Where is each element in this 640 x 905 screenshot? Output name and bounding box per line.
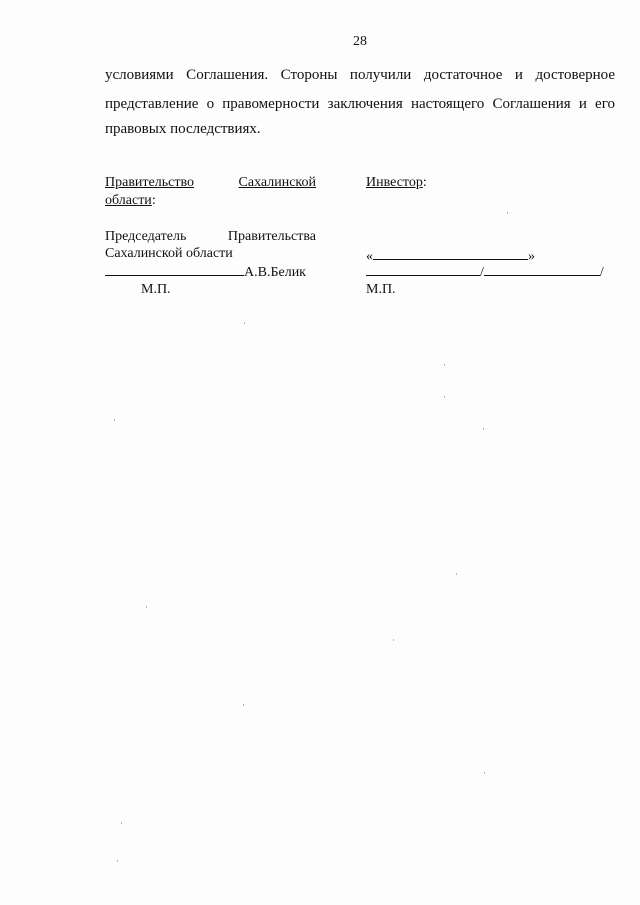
scan-speck <box>444 364 445 366</box>
right-party-title-text: Инвестор <box>366 175 423 190</box>
scan-speck <box>393 639 394 641</box>
scan-speck <box>456 573 457 575</box>
left-party-position-word1: Председатель <box>105 229 187 244</box>
left-party-position-line2: Сахалинской области <box>105 246 233 261</box>
left-party-position-word2: Правительства <box>227 229 316 244</box>
right-party-title-colon: : <box>422 175 427 190</box>
left-stamp-mark: М.П. <box>141 282 171 297</box>
signature-slash-1: / <box>480 265 484 280</box>
right-signature-line <box>366 262 604 281</box>
scan-speck <box>507 212 508 214</box>
left-party-title-word2: Сахалинской <box>238 175 316 190</box>
left-party-title-line2 <box>105 193 316 209</box>
scan-speck <box>146 606 147 608</box>
left-signature-line <box>105 262 316 281</box>
scan-speck <box>444 396 445 398</box>
left-party-title-word1: Правительство <box>105 175 194 190</box>
left-party-title-colon: : <box>151 193 156 208</box>
paragraph-line-3: правовых последствиях. <box>105 121 261 137</box>
scan-speck <box>117 860 118 862</box>
left-party-title <box>105 175 316 191</box>
paragraph-line-1: условиями Соглашения. Стороны получили достаточное и достоверное <box>105 67 615 83</box>
right-name-blank <box>484 262 600 276</box>
scan-speck <box>483 428 484 430</box>
right-party-title <box>366 175 427 191</box>
scan-speck <box>243 704 244 706</box>
quote-blank <box>373 246 528 260</box>
signature-slash-2: / <box>599 265 604 280</box>
left-party-position <box>105 229 316 245</box>
scan-speck <box>121 822 122 824</box>
quote-close: » <box>528 249 535 264</box>
page-number: 28 <box>353 34 367 49</box>
left-signatory-name: А.В.Белик <box>244 265 306 280</box>
right-signature-blank <box>366 262 480 276</box>
scan-speck <box>114 419 115 421</box>
quote-open: « <box>366 249 373 264</box>
left-party-title-region: области <box>105 193 152 208</box>
left-signature-blank <box>105 262 244 276</box>
paragraph-line-2: представление о правомерности заключения настоящего Соглашения и его <box>105 96 615 112</box>
scan-speck <box>244 322 245 324</box>
right-stamp-mark: М.П. <box>366 282 396 297</box>
scan-speck <box>484 772 485 774</box>
